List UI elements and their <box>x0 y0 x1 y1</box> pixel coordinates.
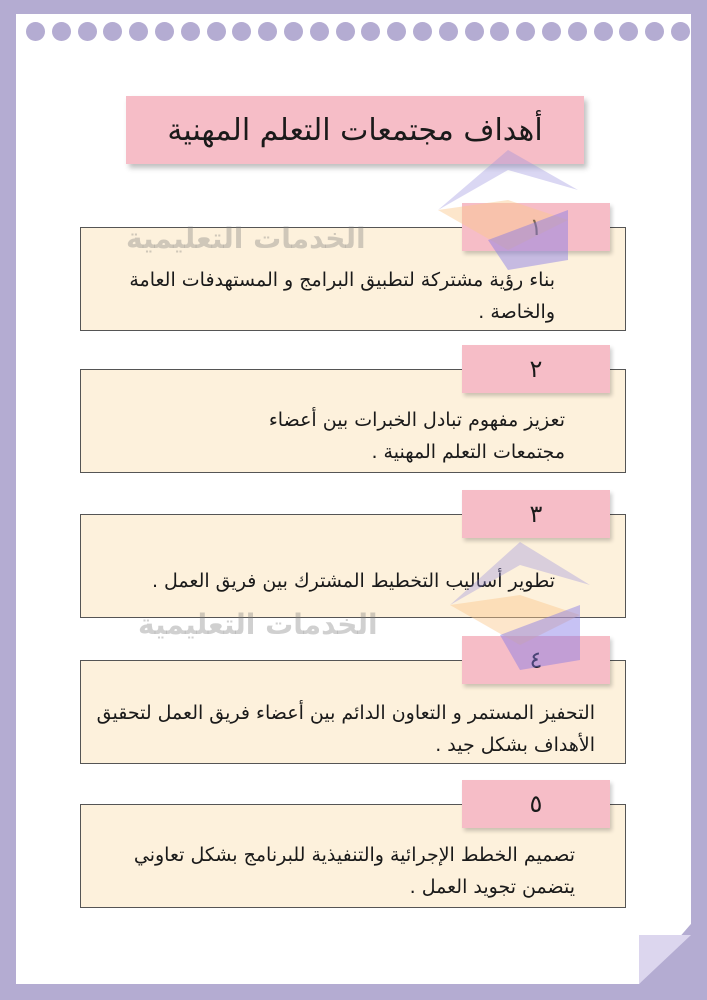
binder-hole <box>155 22 174 41</box>
watermark-text-1: الخدمات التعليمية <box>126 222 366 255</box>
goal-number-tab-2: ٢ <box>462 345 610 393</box>
binder-hole <box>413 22 432 41</box>
goal-number-tab-5: ٥ <box>462 780 610 828</box>
binder-hole <box>671 22 690 41</box>
goal-number-tab-3: ٣ <box>462 490 610 538</box>
binder-hole <box>594 22 613 41</box>
binder-hole <box>129 22 148 41</box>
binder-hole <box>645 22 664 41</box>
binder-hole <box>284 22 303 41</box>
binder-hole <box>516 22 535 41</box>
goal-text-2: تعزيز مفهوم تبادل الخبرات بين أعضاء مجتمعات التعلم المهنية . <box>268 409 565 463</box>
page-curl-corner <box>639 935 691 984</box>
binder-hole <box>439 22 458 41</box>
goal-text-1: بناء رؤية مشتركة لتطبيق البرامج و المستهدفات العامة والخاصة . <box>129 269 555 323</box>
binder-hole <box>78 22 97 41</box>
binder-hole <box>619 22 638 41</box>
binder-hole <box>26 22 45 41</box>
binder-hole <box>542 22 561 41</box>
binder-hole <box>336 22 355 41</box>
binder-hole <box>387 22 406 41</box>
binder-holes <box>0 22 707 44</box>
goal-text-4: التحفيز المستمر و التعاون الدائم بين أعضاء فريق العمل لتحقيق الأهداف بشكل جيد . <box>96 702 595 756</box>
watermark-text-2: الخدمات التعليمية <box>138 608 378 641</box>
binder-hole <box>490 22 509 41</box>
binder-hole <box>310 22 329 41</box>
binder-hole <box>465 22 484 41</box>
binder-hole <box>52 22 71 41</box>
watermark-logo-icon <box>428 140 588 280</box>
binder-hole <box>103 22 122 41</box>
binder-hole <box>181 22 200 41</box>
binder-hole <box>361 22 380 41</box>
binder-hole <box>258 22 277 41</box>
watermark-logo-icon <box>440 530 600 680</box>
goal-text-3: تطوير أساليب التخطيط المشترك بين فريق العمل . <box>151 570 555 592</box>
page-title: أهداف مجتمعات التعلم المهنية <box>167 112 543 148</box>
binder-hole <box>232 22 251 41</box>
goal-text-5: تصميم الخطط الإجرائية والتنفيذية للبرنامج بشكل تعاوني يتضمن تجويد العمل . <box>133 844 575 898</box>
binder-hole <box>568 22 587 41</box>
binder-hole <box>207 22 226 41</box>
